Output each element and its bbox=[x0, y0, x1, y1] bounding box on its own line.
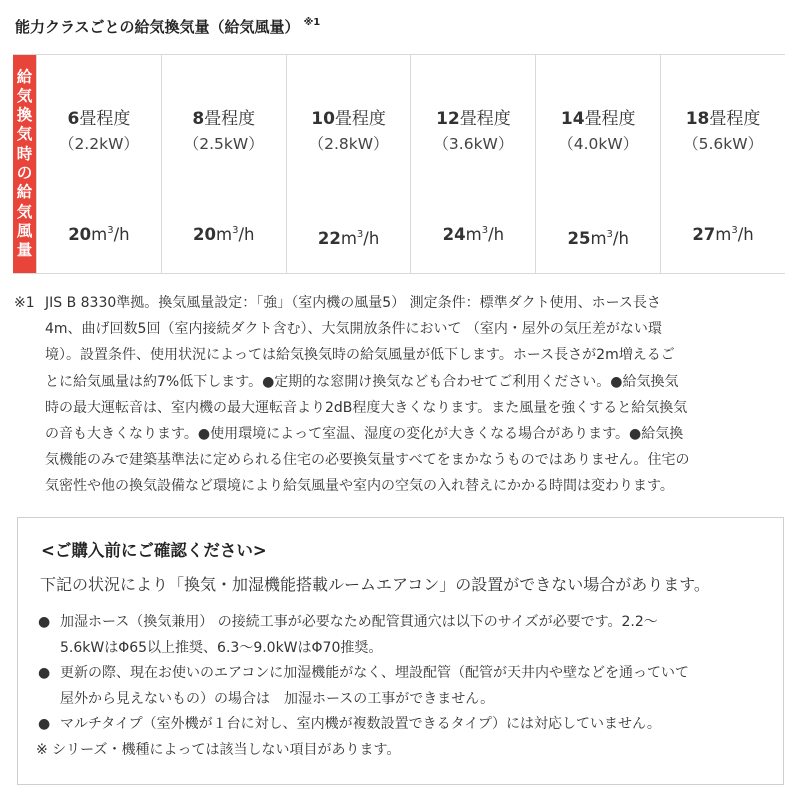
capacity-column bbox=[36, 55, 161, 273]
capacity-label: 8畳程度 bbox=[192, 109, 256, 129]
capacity-kw: （2.5kW） bbox=[183, 135, 264, 153]
capacity-label: 14畳程度 bbox=[560, 109, 636, 129]
list-item: ● 加湿ホース（換気兼用） の接続工事が必要なため配管貫通穴は以下のサイズが必要です。2.2～ 5.6kWはΦ65以上推奨、6.3～9.0kWはΦ70推奨。 bbox=[36, 610, 766, 661]
footnote-line: とに給気風量は約7%低下します。●定期的な窓開け換気なども合わせてご利用ください。●給気換気 bbox=[45, 373, 679, 390]
footnote-line: 気機能のみで建築基準法に定められる住宅の必要換気量すべてをまかなうものではありません。住宅の bbox=[45, 452, 690, 469]
list-item: ● マルチタイプ（室外機が１台に対し、室内機が複数設置できるタイプ）には対応していません。 bbox=[36, 712, 766, 738]
footnote-line: 4m、曲げ回数5回（室内接続ダクト含む）、大気開放条件において （室内・屋外の気圧差がない環 bbox=[45, 321, 662, 338]
capacity-column bbox=[660, 55, 785, 273]
bullet-icon: ● bbox=[38, 716, 51, 732]
capacity-column bbox=[161, 55, 286, 273]
bullet-icon: ● bbox=[38, 614, 51, 630]
airflow-value: $27m^3/h$ bbox=[692, 225, 754, 244]
notice-list bbox=[36, 610, 766, 763]
capacity-kw: （3.6kW） bbox=[433, 135, 514, 153]
capacity-label: 18畳程度 bbox=[685, 109, 761, 129]
capacity-column bbox=[410, 55, 535, 273]
page-title: 能力クラスごとの給気換気量（給気風量） $^{※1}$ bbox=[15, 17, 321, 36]
capacity-kw: （5.6kW） bbox=[683, 135, 764, 153]
bullet-icon: ● bbox=[38, 665, 51, 681]
title-footnote-mark: ※1 bbox=[303, 17, 321, 28]
footnote-line: JIS B 8330準拠。換気風量設定：「強」（室内機の風量5） 測定条件：標準ダクト使用、ホース長さ bbox=[45, 295, 661, 311]
footnote-line: 気密性や他の換気設備など環境により給気風量や室内の空気の入れ替えにかかる時間は変わります。 bbox=[45, 478, 674, 495]
notice-heading: <ご購入前にご確認ください> bbox=[41, 541, 267, 560]
footnote-mark: ※1 bbox=[14, 295, 35, 311]
capacity-kw: （2.2kW） bbox=[58, 135, 139, 153]
airflow-value: $20m^3/h$ bbox=[193, 225, 255, 244]
capacity-label: 6畳程度 bbox=[67, 109, 131, 129]
footnote-line: 時の最大運転音は、室内機の最大運転音より2dB程度大きくなります。また風量を強くすると給気換気 bbox=[45, 399, 688, 416]
capacity-column bbox=[286, 55, 411, 273]
airflow-value: $20m^3/h$ bbox=[68, 225, 130, 244]
airflow-value: $25m^3/h$ bbox=[567, 229, 629, 248]
capacity-kw: （4.0kW） bbox=[558, 135, 639, 153]
airflow-value: $24m^3/h$ bbox=[442, 225, 505, 244]
airflow-table bbox=[13, 54, 785, 274]
footnote-line: の音も大きくなります。●使用環境によって室温、湿度の変化が大きくなる場合があります。●給気換 bbox=[45, 426, 684, 443]
footnote-block bbox=[14, 290, 790, 500]
capacity-label: 10畳程度 bbox=[311, 109, 386, 129]
capacity-label: 12畳程度 bbox=[436, 109, 511, 129]
pre-purchase-notice bbox=[17, 517, 784, 785]
notice-footnote: ※ シリーズ・機種によっては該当しない項目があります。 bbox=[36, 741, 401, 758]
footnote-line: 境）。設置条件、使用状況によっては給気換気時の給気風量が低下します。ホース長さが2m増えるご bbox=[45, 347, 675, 364]
notice-lead: 下記の状況により「換気・加湿機能搭載ルームエアコン」の設置ができない場合があります。 bbox=[40, 575, 710, 594]
capacity-column bbox=[535, 55, 660, 273]
airflow-value: $22m^3/h$ bbox=[317, 229, 380, 248]
list-item: ● 更新の際、現在お使いのエアコンに加湿機能がなく、埋設配管（配管が天井内や壁などを通っていて 屋外から見えないもの）の場合は 加湿ホースの工事ができません。 bbox=[36, 661, 766, 712]
capacity-kw: （2.8kW） bbox=[308, 135, 389, 153]
table-side-label: 給 気 換 気 時 の 給 気 風 量 bbox=[13, 55, 36, 273]
